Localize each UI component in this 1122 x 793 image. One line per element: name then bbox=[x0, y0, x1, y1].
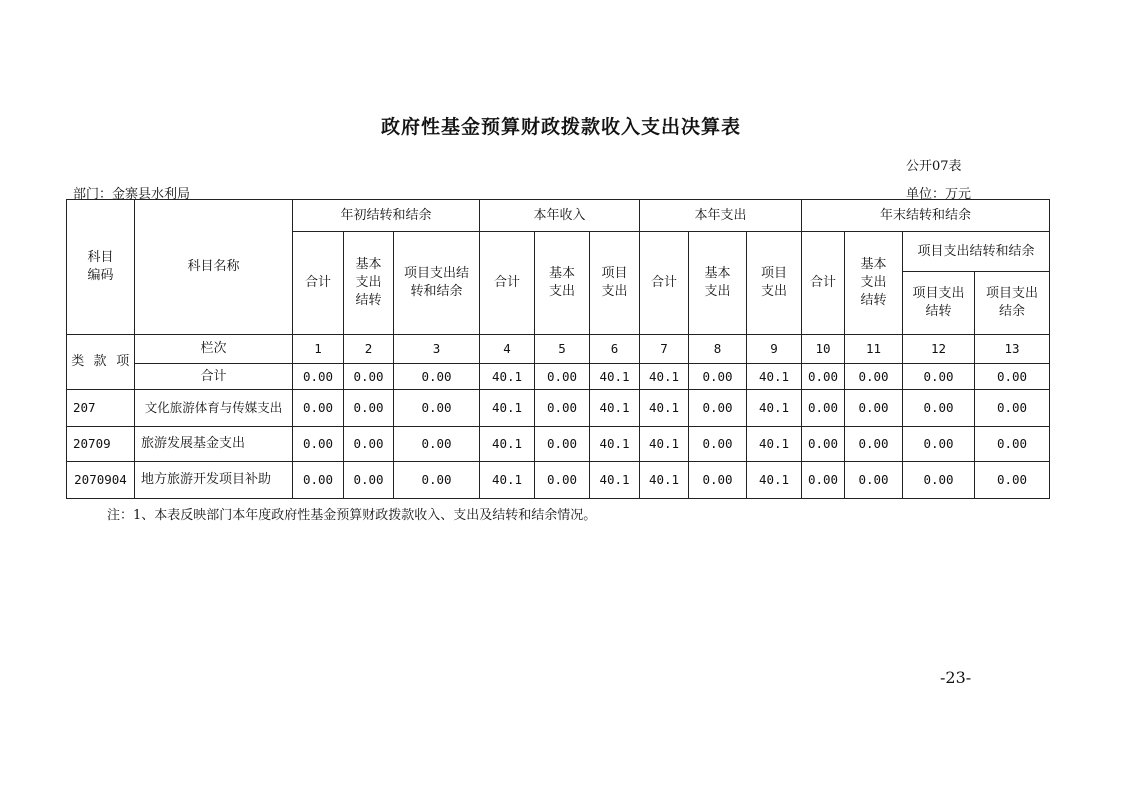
row-value: 40.1 bbox=[747, 390, 802, 427]
header-begin-project: 项目支出结 转和结余 bbox=[394, 232, 480, 335]
total-value: 0.00 bbox=[903, 364, 975, 390]
row-code: 20709 bbox=[67, 427, 135, 462]
page-title: 政府性基金预算财政拨款收入支出决算表 bbox=[380, 116, 741, 138]
row-value: 40.1 bbox=[590, 462, 640, 499]
row-value: 40.1 bbox=[480, 462, 535, 499]
row-code: 207 bbox=[67, 390, 135, 427]
row-value: 0.00 bbox=[535, 462, 590, 499]
row-value: 0.00 bbox=[903, 427, 975, 462]
row-value: 40.1 bbox=[640, 390, 689, 427]
column-number: 2 bbox=[344, 335, 394, 364]
header-end-project-group: 项目支出结转和结余 bbox=[903, 232, 1050, 272]
row-name: 旅游发展基金支出 bbox=[135, 427, 293, 462]
table-header bbox=[67, 200, 1050, 390]
row-value: 40.1 bbox=[747, 427, 802, 462]
row-value: 0.00 bbox=[344, 462, 394, 499]
header-end-group: 年末结转和结余 bbox=[802, 200, 1050, 232]
header-expense-total: 合计 bbox=[640, 232, 689, 335]
row-value: 0.00 bbox=[802, 427, 845, 462]
total-value: 0.00 bbox=[845, 364, 903, 390]
header-expense-basic: 基本 支出 bbox=[689, 232, 747, 335]
row-value: 0.00 bbox=[293, 462, 344, 499]
column-number: 8 bbox=[689, 335, 747, 364]
row-value: 40.1 bbox=[747, 462, 802, 499]
row-value: 40.1 bbox=[590, 427, 640, 462]
total-value: 40.1 bbox=[640, 364, 689, 390]
row-value: 40.1 bbox=[480, 390, 535, 427]
header-name: 科目名称 bbox=[135, 200, 293, 335]
total-label: 合计 bbox=[135, 364, 293, 390]
total-value: 0.00 bbox=[293, 364, 344, 390]
header-income-project: 项目 支出 bbox=[590, 232, 640, 335]
page-number: -23- bbox=[940, 668, 972, 687]
row-value: 0.00 bbox=[802, 462, 845, 499]
column-number: 13 bbox=[975, 335, 1050, 364]
header-end-basic: 基本 支出 结转 bbox=[845, 232, 903, 335]
total-value: 0.00 bbox=[975, 364, 1050, 390]
row-value: 0.00 bbox=[903, 390, 975, 427]
fund-table bbox=[66, 199, 1050, 499]
column-number: 1 bbox=[293, 335, 344, 364]
column-number: 10 bbox=[802, 335, 845, 364]
total-value: 40.1 bbox=[480, 364, 535, 390]
department-label: 部门：金寨县水利局 bbox=[73, 187, 191, 202]
row-value: 0.00 bbox=[975, 462, 1050, 499]
row-value: 40.1 bbox=[640, 427, 689, 462]
row-value: 0.00 bbox=[975, 427, 1050, 462]
table-row bbox=[67, 462, 1050, 499]
total-value: 0.00 bbox=[394, 364, 480, 390]
header-code: 科目 编码 bbox=[67, 200, 135, 335]
row-value: 0.00 bbox=[344, 390, 394, 427]
header-expense-group: 本年支出 bbox=[640, 200, 802, 232]
header-end-project-carry: 项目支出 结转 bbox=[903, 272, 975, 335]
column-number: 11 bbox=[845, 335, 903, 364]
row-value: 0.00 bbox=[535, 427, 590, 462]
table-body bbox=[67, 390, 1050, 499]
row-value: 0.00 bbox=[689, 427, 747, 462]
header-begin-total: 合计 bbox=[293, 232, 344, 335]
row-value: 0.00 bbox=[845, 462, 903, 499]
column-number: 3 bbox=[394, 335, 480, 364]
row-value: 0.00 bbox=[535, 390, 590, 427]
row-value: 0.00 bbox=[903, 462, 975, 499]
row-value: 0.00 bbox=[802, 390, 845, 427]
header-income-group: 本年收入 bbox=[480, 200, 640, 232]
row-value: 0.00 bbox=[394, 427, 480, 462]
table-row bbox=[67, 427, 1050, 462]
row-value: 0.00 bbox=[293, 427, 344, 462]
row-code: 2070904 bbox=[67, 462, 135, 499]
header-begin-basic: 基本 支出 结转 bbox=[344, 232, 394, 335]
header-lei: 类 bbox=[67, 335, 89, 390]
header-income-basic: 基本 支出 bbox=[535, 232, 590, 335]
row-value: 0.00 bbox=[689, 390, 747, 427]
total-value: 40.1 bbox=[747, 364, 802, 390]
header-column-index: 栏次 bbox=[135, 335, 293, 364]
total-value: 0.00 bbox=[535, 364, 590, 390]
total-row bbox=[67, 364, 1050, 390]
column-number: 9 bbox=[747, 335, 802, 364]
row-value: 0.00 bbox=[975, 390, 1050, 427]
table-row bbox=[67, 390, 1050, 427]
header-kuan: 款 bbox=[89, 335, 112, 390]
row-value: 0.00 bbox=[344, 427, 394, 462]
row-value: 40.1 bbox=[640, 462, 689, 499]
header-end-total: 合计 bbox=[802, 232, 845, 335]
column-number: 5 bbox=[535, 335, 590, 364]
row-value: 40.1 bbox=[590, 390, 640, 427]
unit-label: 单位：万元 bbox=[906, 187, 972, 202]
header-begin-group: 年初结转和结余 bbox=[293, 200, 480, 232]
form-number: 公开07表 bbox=[906, 159, 962, 174]
total-value: 0.00 bbox=[802, 364, 845, 390]
row-name: 文化旅游体育与传媒支出 bbox=[135, 390, 293, 427]
total-value: 0.00 bbox=[689, 364, 747, 390]
row-value: 0.00 bbox=[394, 390, 480, 427]
footnote: 注：1、本表反映部门本年度政府性基金预算财政拨款收入、支出及结转和结余情况。 bbox=[107, 508, 597, 523]
row-value: 0.00 bbox=[689, 462, 747, 499]
header-income-total: 合计 bbox=[480, 232, 535, 335]
column-number: 7 bbox=[640, 335, 689, 364]
row-value: 0.00 bbox=[845, 427, 903, 462]
row-value: 0.00 bbox=[394, 462, 480, 499]
header-xiang: 项 bbox=[112, 335, 135, 390]
header-end-project-balance: 项目支出 结余 bbox=[975, 272, 1050, 335]
column-number: 12 bbox=[903, 335, 975, 364]
row-value: 40.1 bbox=[480, 427, 535, 462]
total-value: 0.00 bbox=[344, 364, 394, 390]
column-number: 4 bbox=[480, 335, 535, 364]
row-value: 0.00 bbox=[845, 390, 903, 427]
total-value: 40.1 bbox=[590, 364, 640, 390]
row-name: 地方旅游开发项目补助 bbox=[135, 462, 293, 499]
header-expense-project: 项目 支出 bbox=[747, 232, 802, 335]
row-value: 0.00 bbox=[293, 390, 344, 427]
column-number: 6 bbox=[590, 335, 640, 364]
